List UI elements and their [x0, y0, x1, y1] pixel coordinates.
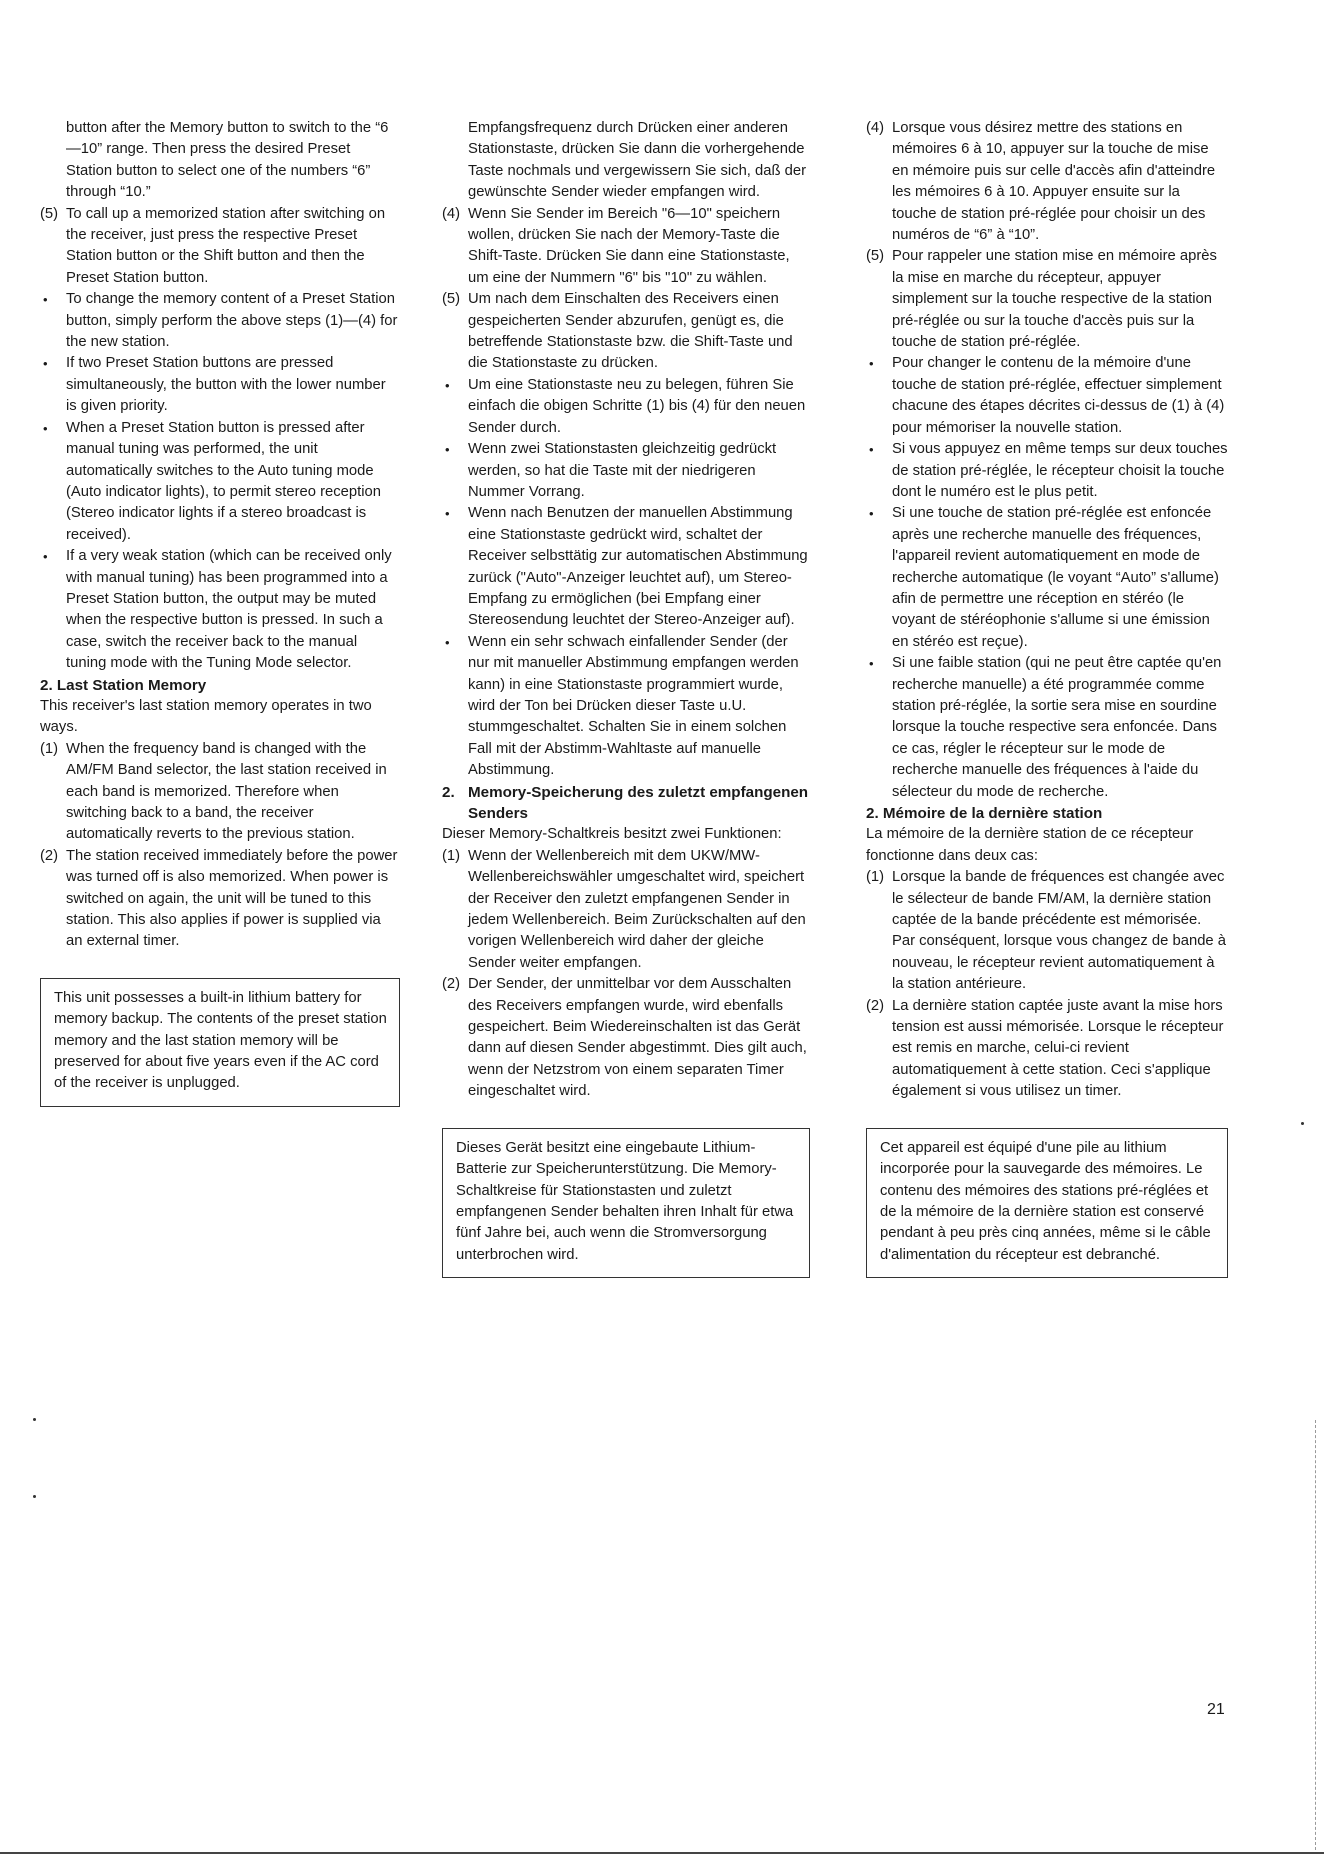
- item-number: (1): [866, 869, 885, 886]
- bullet-item: [40, 289, 400, 353]
- item-text: To call up a memorized station after switching on the receiver, just press the respective Preset Station button or the Shift button and then the Preset Station button.: [66, 205, 386, 286]
- item-number: (2): [866, 997, 885, 1014]
- item-text: Wenn ein sehr schwach einfallender Sender (der nur mit manueller Abstimmung empfangen werden kann) in eine Stationstaste programmiert wurde, wird der Ton bei Drücken dieser Taste u.U. stummgeschaltet. Schalten Sie in einem solchen Fall mit der Abstimm-Wahltaste auf manuelle Abstimmung.: [468, 633, 799, 779]
- item-number: (4): [866, 120, 885, 136]
- item-number: (5): [866, 248, 885, 265]
- item-text: Der Sender, der unmittelbar vor dem Ausschalten des Receivers empfangen wurde, wird ebenfalls gespeichert. Beim Wiedereinschalten ist das Gerät dann auf diesen Sender abgestimmt. Dies gilt auch, wenn der Netzstrom von einem separaten Timer eingeschaltet wird.: [468, 976, 807, 1100]
- bullet-icon: •: [445, 377, 450, 393]
- page-bottom-rule: [0, 1852, 1324, 1854]
- section-heading: 2. Mémoire de la dernière station: [866, 805, 1103, 822]
- item-text: Si vous appuyez en même temps sur deux touches de station pré-réglée, le récepteur choisit la touche dont le numéro est le plus petit.: [892, 441, 1228, 500]
- item-number: (2): [40, 847, 59, 864]
- list-item: [442, 204, 810, 290]
- item-number: (1): [40, 740, 59, 757]
- column-french: [866, 118, 1228, 1278]
- item-text: Wenn Sie Sender im Bereich "6—10" speichern wollen, drücken Sie nach der Memory-Taste die Shift-Taste. Drücken Sie dann eine Stationstaste, um eine der Nummern "6" bis "10" zu wählen.: [468, 205, 790, 286]
- scan-speck: [1301, 1122, 1304, 1125]
- bullet-item: [866, 353, 1228, 439]
- note-box: This unit possesses a built-in lithium battery for memory backup. The contents of the preset station memory and the last station memory will be preserved for about five years even if the AC cord of the receiver is unplugged.: [40, 978, 400, 1107]
- bullet-item: [866, 503, 1228, 653]
- item-text: Si une touche de station pré-réglée est enfoncée après une recherche manuelle des fréquences, l'appareil revient automatiquement en mode de recherche automatique (le voyant “Auto” s'allume) afin de permettre une réception en stéréo (le voyant de stéréophonie s'allume si une émission en stéréo est reçue).: [892, 505, 1219, 650]
- item-text: Um nach dem Einschalten des Receivers einen gespeicherten Sender abzurufen, genügt es, die betreffende Stationstaste bzw. die Shift-Taste und die Stationstaste zu drücken.: [468, 291, 793, 372]
- list-item: [866, 246, 1228, 353]
- item-text: Si une faible station (qui ne peut être captée qu'en recherche manuelle) a été programmée comme station pré-réglée, la sortie sera mise en sourdine lorsque la touche respective sera enfoncée. Dans ce cas, régler le récepteur sur le mode de recherche manuelle des fréquences à l'aide du sélecteur du mode de recherche.: [892, 655, 1222, 800]
- bullet-item: [442, 632, 810, 782]
- item-text: Lorsque la bande de fréquences est changée avec le sélecteur de bande FM/AM, la dernière station captée de la bande précédente est mémorisée. Par conséquent, lorsque vous changez de bande à nouveau, le récepteur revient automatiquement à la station antérieure.: [892, 869, 1226, 993]
- bullet-item: [40, 546, 400, 674]
- paragraph: This receiver's last station memory operates in two ways.: [40, 697, 372, 736]
- item-text: If two Preset Station buttons are pressed simultaneously, the button with the lower number is given priority.: [66, 355, 386, 415]
- item-text: Wenn nach Benutzen der manuellen Abstimmung eine Stationstaste gedrückt wird, schaltet der Receiver selbsttätig zur automatischen Abstimmung zurück ("Auto"-Anzeiger leuchtet auf), um Stereo-Empfang zu ermöglichen (bei Empfang einer Stereosendung leuchtet der Stereo-Anzeiger auf).: [468, 505, 808, 629]
- section-heading: [442, 782, 810, 825]
- section-heading: 2. Last Station Memory: [40, 676, 207, 694]
- scan-speck: [33, 1418, 36, 1421]
- list-item: [40, 204, 400, 290]
- item-text: When the frequency band is changed with the AM/FM Band selector, the last station received in each band is memorized. Therefore when switching back to a band, the receiver automatically reverts to the previous station.: [66, 740, 387, 843]
- bullet-item: [442, 439, 810, 503]
- bullet-item: [866, 439, 1228, 503]
- list-item: [442, 974, 810, 1102]
- item-number: (5): [40, 205, 59, 222]
- item-number: (1): [442, 847, 461, 864]
- note-box: Dieses Gerät besitzt eine eingebaute Lithium-Batterie zur Speicherunterstützung. Die Memory-Schaltkreise für Stationstasten und zuletzt empfangenen Sender behalten ihren Inhalt für etwa fünf Jahre bei, auch wenn die Stromversorgung unterbrochen wird.: [442, 1128, 810, 1278]
- item-text: Wenn der Wellenbereich mit dem UKW/MW-Wellenbereichswähler umgeschaltet wird, speichert der Receiver den zuletzt empfangenen Sender in jedem Wellenbereich. Beim Zurückschalten auf den vorigen Wellenbereich wird daher der gleiche Sender weiter empfangen.: [468, 847, 806, 971]
- bullet-icon: •: [445, 634, 450, 650]
- column-english: [40, 118, 400, 1107]
- item-text: If a very weak station (which can be received only with manual tuning) has been programmed into a Preset Station button, the output may be muted when the respective button is pressed. In such a case, switch the receiver back to the manual tuning mode with the Tuning Mode selector.: [66, 548, 392, 672]
- item-number: (5): [442, 291, 461, 308]
- bullet-icon: •: [43, 420, 48, 436]
- item-text: When a Preset Station button is pressed after manual tuning was performed, the unit automatically switches to the Auto tuning mode (Auto indicator lights), to permit stereo reception (Stereo indicator lights if a stereo broadcast is received).: [66, 419, 381, 543]
- list-item: [442, 846, 810, 974]
- paragraph: Empfangsfrequenz durch Drücken einer anderen Stationstaste, drücken Sie dann die vorhergehende Taste nochmals und vergewissern Sie sich, daß der gewünschte Sender wieder empfangen wird.: [468, 120, 807, 201]
- bullet-icon: •: [445, 442, 450, 458]
- item-text: Pour rappeler une station mise en mémoire après la mise en marche du récepteur, appuyer simplement sur la touche respective de la station pré-réglée ou sur la touche d'accès puis sur la touche de station pré-réglée.: [892, 248, 1217, 351]
- item-number: (4): [442, 205, 461, 222]
- paragraph: button after the Memory button to switch to the “6—10” range. Then press the desired Preset Station button to select one of the numbers “6” through “10.”: [66, 120, 389, 201]
- item-text: The station received immediately before the power was turned off is also memorized. When power is switched on again, the unit will be tuned to this station. This also applies if power is supplied via an external timer.: [66, 847, 398, 950]
- list-item: [866, 996, 1228, 1103]
- bullet-icon: •: [43, 356, 48, 372]
- bullet-item: [40, 418, 400, 546]
- bullet-item: [40, 353, 400, 417]
- heading-text: Memory-Speicherung des zuletzt empfangenen Senders: [468, 783, 809, 822]
- bullet-icon: •: [869, 356, 874, 372]
- note-box: Cet appareil est équipé d'une pile au lithium incorporée pour la sauvegarde des mémoires. Le contenu des mémoires des stations pré-réglées et de la mémoire de la dernière station est conservé pendant à peu près cinq années, même si le câble d'alimentation du récepteur est debranché.: [866, 1128, 1228, 1278]
- item-text: La dernière station captée juste avant la mise hors tension est aussi mémorisée. Lorsque le récepteur est remis en marche, celui-ci revient automatiquement à cette station. Ceci s'applique également si vous utilisez un timer.: [892, 997, 1224, 1100]
- scan-speck: [33, 1495, 36, 1498]
- list-item: [40, 739, 400, 846]
- bullet-icon: •: [43, 292, 48, 308]
- page-number: 21: [1207, 1701, 1225, 1718]
- bullet-icon: •: [445, 506, 450, 522]
- list-item: [866, 118, 1228, 246]
- heading-number: 2.: [442, 783, 455, 801]
- list-item: [442, 289, 810, 375]
- bullet-item: [442, 503, 810, 631]
- bullet-icon: •: [43, 549, 48, 565]
- column-german: [442, 118, 810, 1278]
- bullet-item: [442, 375, 810, 439]
- scan-edge-line: [1314, 1420, 1316, 1850]
- paragraph: La mémoire de la dernière station de ce récepteur fonctionne dans deux cas:: [866, 826, 1194, 864]
- list-item: [866, 867, 1228, 995]
- bullet-item: [866, 653, 1228, 803]
- bullet-icon: •: [869, 442, 874, 458]
- item-text: To change the memory content of a Preset Station button, simply perform the above steps (1)—(4) for the new station.: [66, 291, 398, 351]
- bullet-icon: •: [869, 656, 874, 672]
- paragraph: Dieser Memory-Schaltkreis besitzt zwei Funktionen:: [442, 826, 782, 843]
- item-text: Um eine Stationstaste neu zu belegen, führen Sie einfach die obigen Schritte (1) bis (4) für den neuen Sender durch.: [468, 376, 806, 436]
- item-text: Lorsque vous désirez mettre des stations en mémoires 6 à 10, appuyer sur la touche de mise en mémoire puis sur celle d'accès afin d'atteindre les mémoires 6 à 10. Appuyer ensuite sur la touche de station pré-réglée pour choisir un des numéros de “6” à “10”.: [892, 120, 1216, 244]
- bullet-icon: •: [869, 506, 874, 522]
- list-item: [40, 846, 400, 953]
- item-text: Wenn zwei Stationstasten gleichzeitig gedrückt werden, so hat die Taste mit der niedrigeren Nummer Vorrang.: [468, 441, 777, 500]
- item-number: (2): [442, 976, 461, 993]
- item-text: Pour changer le contenu de la mémoire d'une touche de station pré-réglée, effectuer simplement chacune des étapes décrites ci-dessus de (1) à (4) pour mémoriser la nouvelle station.: [892, 355, 1225, 436]
